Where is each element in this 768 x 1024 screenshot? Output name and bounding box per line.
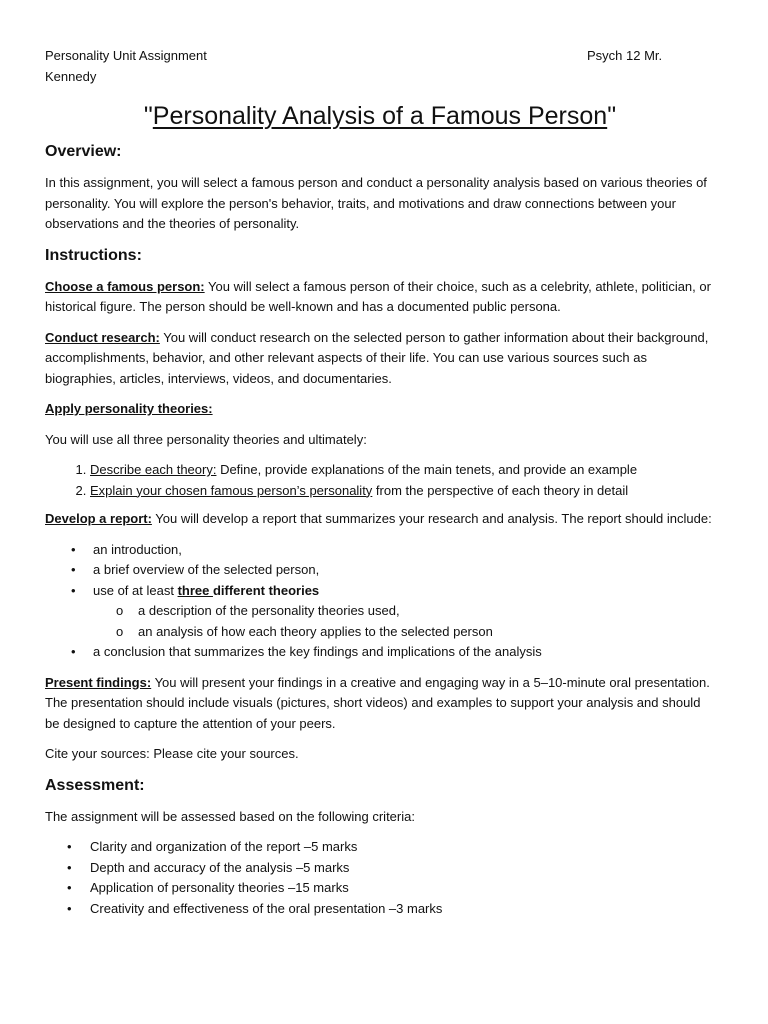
- overview-heading: Overview:: [45, 143, 122, 160]
- research-paragraph: Conduct research: You will conduct research on the selected person to gather information about their background, accomplishments, behavior, and other relevant aspects of their life. You can use various sources such as biographies, articles, interviews, videos, and documentaries.: [45, 329, 709, 386]
- document-header: [45, 46, 715, 87]
- report-items: [45, 540, 715, 663]
- cite-paragraph: Cite your sources: Please cite your sources.: [45, 746, 299, 761]
- assessment-criteria: [45, 837, 715, 919]
- bullet-icon: •: [71, 644, 76, 659]
- list-item: 1. Describe each theory: Define, provide explanations of the main tenets, and provide an example: [90, 460, 715, 481]
- document-body: [45, 46, 715, 919]
- bullet-icon: •: [67, 900, 72, 916]
- report-paragraph: Develop a report: You will develop a report that summarizes your research and analysis. The report should include:: [45, 511, 712, 526]
- list-item: 2. Explain your chosen famous person’s personality from the perspective of each theory in detail: [90, 481, 715, 502]
- instructions-heading: Instructions:: [45, 246, 142, 264]
- list-item: • an introduction,: [45, 540, 715, 561]
- list-item: • Creativity and effectiveness of the oral presentation –3 marks: [45, 899, 715, 920]
- assessment-intro: The assignment will be assessed based on the following criteria:: [45, 808, 415, 824]
- list-item: o a description of the personality theories used,: [45, 601, 715, 622]
- apply-heading: Apply personality theories:: [45, 401, 213, 416]
- list-item: • a brief overview of the selected person,: [45, 560, 715, 581]
- bullet-icon: •: [67, 859, 72, 875]
- list-item: • a conclusion that summarizes the key findings and implications of the analysis: [45, 642, 715, 663]
- bullet-icon: •: [71, 562, 76, 577]
- list-item: • Depth and accuracy of the analysis –5 marks: [45, 858, 715, 879]
- circle-bullet-icon: o: [116, 623, 124, 639]
- circle-bullet-icon: o: [116, 603, 124, 618]
- apply-steps: [45, 460, 715, 501]
- assessment-heading: Assessment:: [45, 776, 145, 794]
- present-paragraph: Present findings: You will present your findings in a creative and engaging way in a 5–10-minute oral presentation. The presentation should include visuals (pictures, short videos) and examples to support your analysis and should be designed to capture the attention of your peers.: [45, 674, 710, 731]
- choose-paragraph: Choose a famous person: You will select a famous person of their choice, such as a celebrity, athlete, politician, or historical figure. The person should be well-known and has a documented public persona.: [45, 278, 711, 314]
- list-item: • use of at least three different theories o a description of the personality theories used, o an analysis of how each theory applies to the selected person: [45, 581, 715, 643]
- bullet-icon: •: [67, 839, 72, 854]
- list-item: • Clarity and organization of the report –5 marks: [45, 837, 715, 858]
- bullet-icon: •: [67, 880, 72, 895]
- apply-intro: You will use all three personality theories and ultimately:: [45, 431, 367, 447]
- page-title: "Personality Analysis of a Famous Person": [143, 102, 617, 130]
- bullet-icon: •: [71, 541, 76, 557]
- header-class: Psych 12 Mr.: [587, 48, 663, 63]
- overview-text: In this assignment, you will select a famous person and conduct a personality analysis based on various theories of personality. You will explore the person's behavior, traits, and motivations and draw connections between your observations and the theories of personality.: [45, 175, 707, 231]
- list-item: o an analysis of how each theory applies to the selected person: [45, 622, 715, 643]
- bullet-icon: •: [71, 582, 76, 598]
- list-item: • Application of personality theories –15 marks: [45, 878, 715, 899]
- sub-list: [93, 601, 715, 642]
- header-course: Personality Unit Assignment Kennedy: [45, 48, 207, 84]
